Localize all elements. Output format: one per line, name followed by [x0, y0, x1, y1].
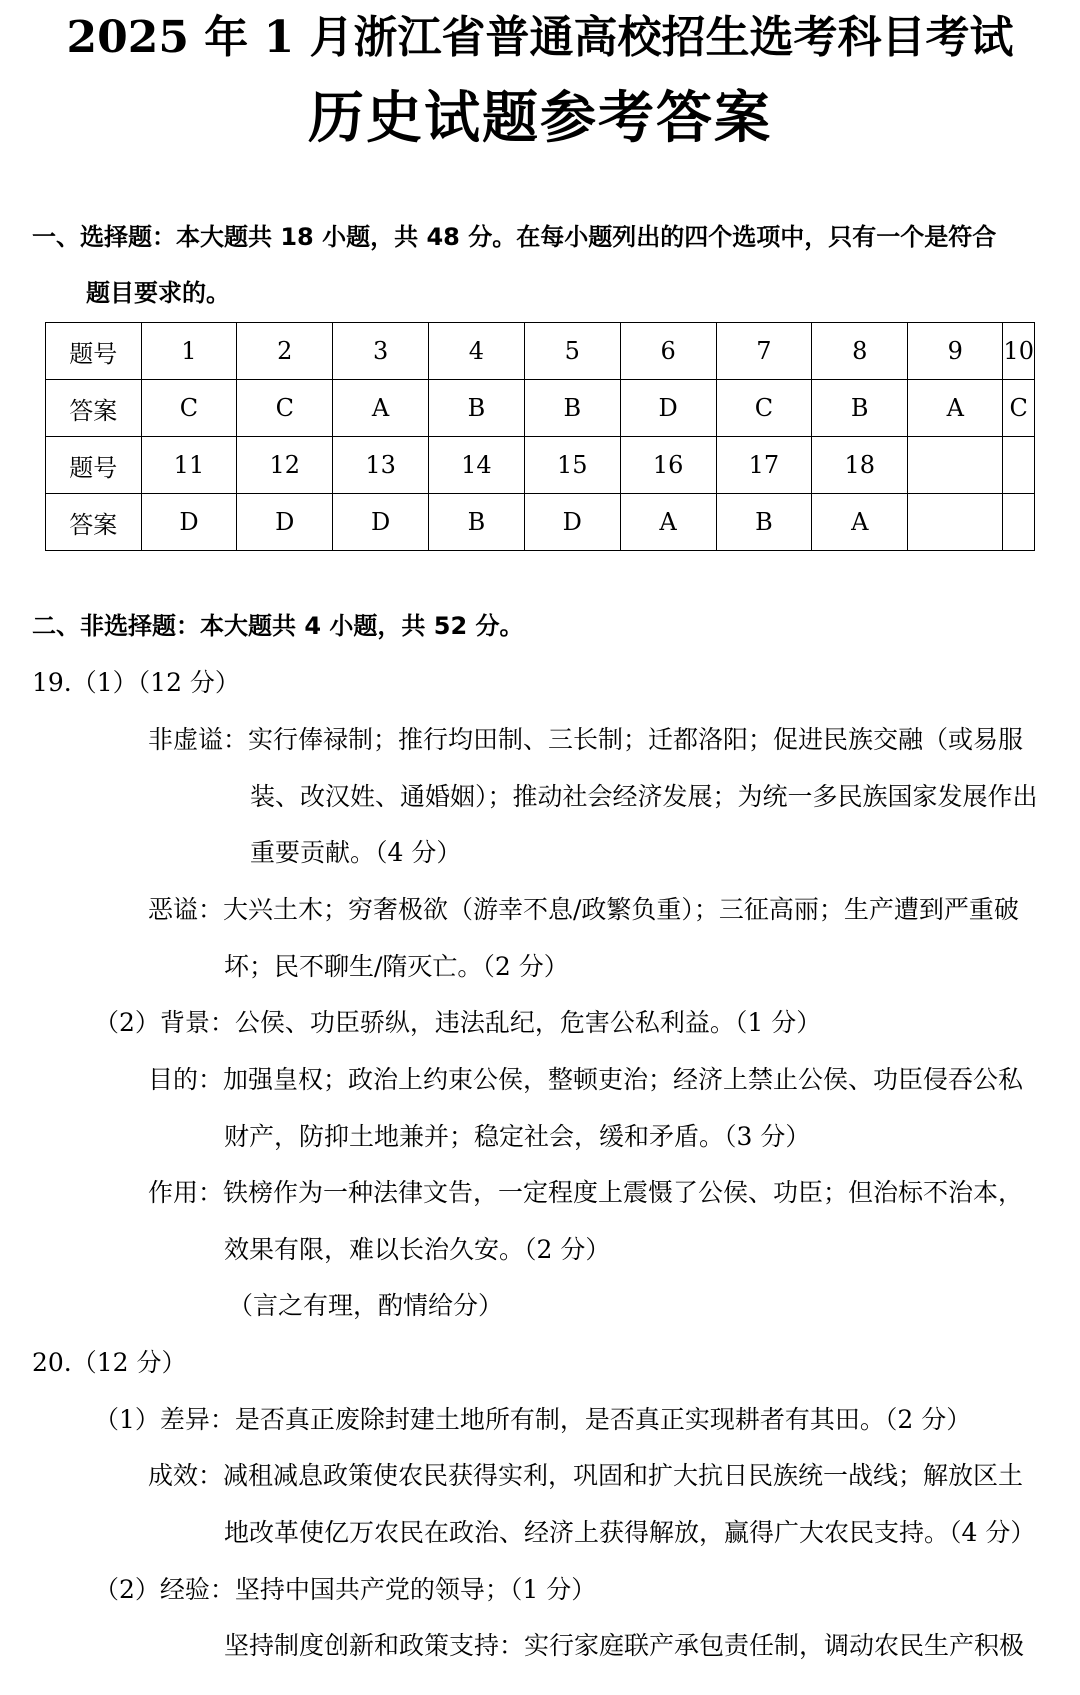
answer-line: 坚持制度创新和政策支持：实行家庭联产承包责任制，调动农民生产积极 [224, 1631, 1025, 1660]
q20-heading: 20.（12 分） [32, 1348, 187, 1377]
q20-1-results: 成效：减租减息政策使农民获得实利，巩固和扩大抗日民族统一战线；解放区土 [148, 1461, 1024, 1490]
table-cell [1003, 437, 1035, 494]
table-row [46, 437, 1035, 494]
q19-2-background: （2）背景：公侯、功臣骄纵，违法乱纪，危害公私利益。（1 分） [94, 1008, 822, 1037]
exam-title: 2025 年 1 月浙江省普通高校招生选考科目考试 [66, 12, 1014, 63]
q19-2-purpose: 目的：加强皇权；政治上约束公侯，整顿吏治；经济上禁止公侯、功臣侵吞公私 [148, 1065, 1024, 1094]
answer-line: 装、改汉姓、通婚姻）；推动社会经济发展；为统一多民族国家发展作出 [250, 782, 1038, 811]
table-cell: 18 [812, 437, 908, 494]
table-cell: C [716, 380, 812, 437]
table-row [46, 323, 1035, 380]
table-cell: D [620, 380, 716, 437]
table-cell: 12 [237, 437, 333, 494]
table-row [46, 380, 1035, 437]
table-cell: 10 [1003, 323, 1035, 380]
table-cell: 3 [333, 323, 429, 380]
section1-heading: 一、选择题：本大题共 18 小题，共 48 分。在每小题列出的四个选项中，只有一个是符合 [32, 223, 997, 251]
table-cell: 答案 [46, 494, 142, 551]
table-cell: C [237, 380, 333, 437]
answer-table [45, 322, 1035, 551]
table-cell: 14 [429, 437, 525, 494]
table-cell: 8 [812, 323, 908, 380]
table-cell [1003, 494, 1035, 551]
table-cell: 17 [716, 437, 812, 494]
table-cell: 6 [620, 323, 716, 380]
table-cell [908, 437, 1003, 494]
section1-heading-cont: 题目要求的。 [86, 279, 230, 307]
table-cell: 1 [141, 323, 237, 380]
table-cell: D [141, 494, 237, 551]
table-cell: 7 [716, 323, 812, 380]
answer-line: 重要贡献。（4 分） [250, 838, 462, 867]
table-cell: D [237, 494, 333, 551]
table-cell: 13 [333, 437, 429, 494]
table-cell: 2 [237, 323, 333, 380]
table-cell: D [333, 494, 429, 551]
table-cell: 题号 [46, 323, 142, 380]
table-cell: 16 [620, 437, 716, 494]
table-cell: B [812, 380, 908, 437]
table-cell: B [524, 380, 620, 437]
table-cell: 9 [908, 323, 1003, 380]
table-cell: 11 [141, 437, 237, 494]
table-cell: A [333, 380, 429, 437]
q20-1-difference: （1）差异：是否真正废除封建土地所有制，是否真正实现耕者有其田。（2 分） [94, 1405, 972, 1434]
table-cell: A [620, 494, 716, 551]
table-cell: C [1003, 380, 1035, 437]
table-cell: 4 [429, 323, 525, 380]
q19-heading: 19.（1）（12 分） [32, 668, 240, 697]
table-cell: B [429, 380, 525, 437]
answer-line: 地改革使亿万农民在政治、经济上获得解放，赢得广大农民支持。（4 分） [224, 1518, 1036, 1547]
section2-heading: 二、非选择题：本大题共 4 小题，共 52 分。 [32, 612, 524, 640]
table-cell: B [429, 494, 525, 551]
table-cell: 5 [524, 323, 620, 380]
exam-subtitle: 历史试题参考答案 [308, 85, 772, 151]
table-cell: 15 [524, 437, 620, 494]
table-cell: 答案 [46, 380, 142, 437]
table-cell: A [812, 494, 908, 551]
q20-2-experience: （2）经验：坚持中国共产党的领导；（1 分） [94, 1575, 597, 1604]
table-cell: B [716, 494, 812, 551]
answer-line: 坏；民不聊生/隋灭亡。（2 分） [224, 952, 569, 981]
answer-line: 财产，防抑土地兼并；稳定社会，缓和矛盾。（3 分） [224, 1122, 811, 1151]
table-row [46, 494, 1035, 551]
table-cell: D [524, 494, 620, 551]
table-cell: A [908, 380, 1003, 437]
q19-1-posthumous-negative: 恶谥：大兴土木；穷奢极欲（游幸不息/政繁负重）；三征高丽；生产遭到严重破 [148, 895, 1019, 924]
grading-note: （言之有理，酌情给分） [228, 1291, 504, 1320]
table-cell: 题号 [46, 437, 142, 494]
answer-line: 效果有限，难以长治久安。（2 分） [224, 1235, 611, 1264]
q19-2-effect: 作用：铁榜作为一种法律文告，一定程度上震慑了公侯、功臣；但治标不治本， [148, 1178, 1024, 1207]
table-cell [908, 494, 1003, 551]
q19-1-posthumous-positive: 非虚谥：实行俸禄制；推行均田制、三长制；迁都洛阳；促进民族交融（或易服 [148, 725, 1024, 754]
table-cell: C [141, 380, 237, 437]
